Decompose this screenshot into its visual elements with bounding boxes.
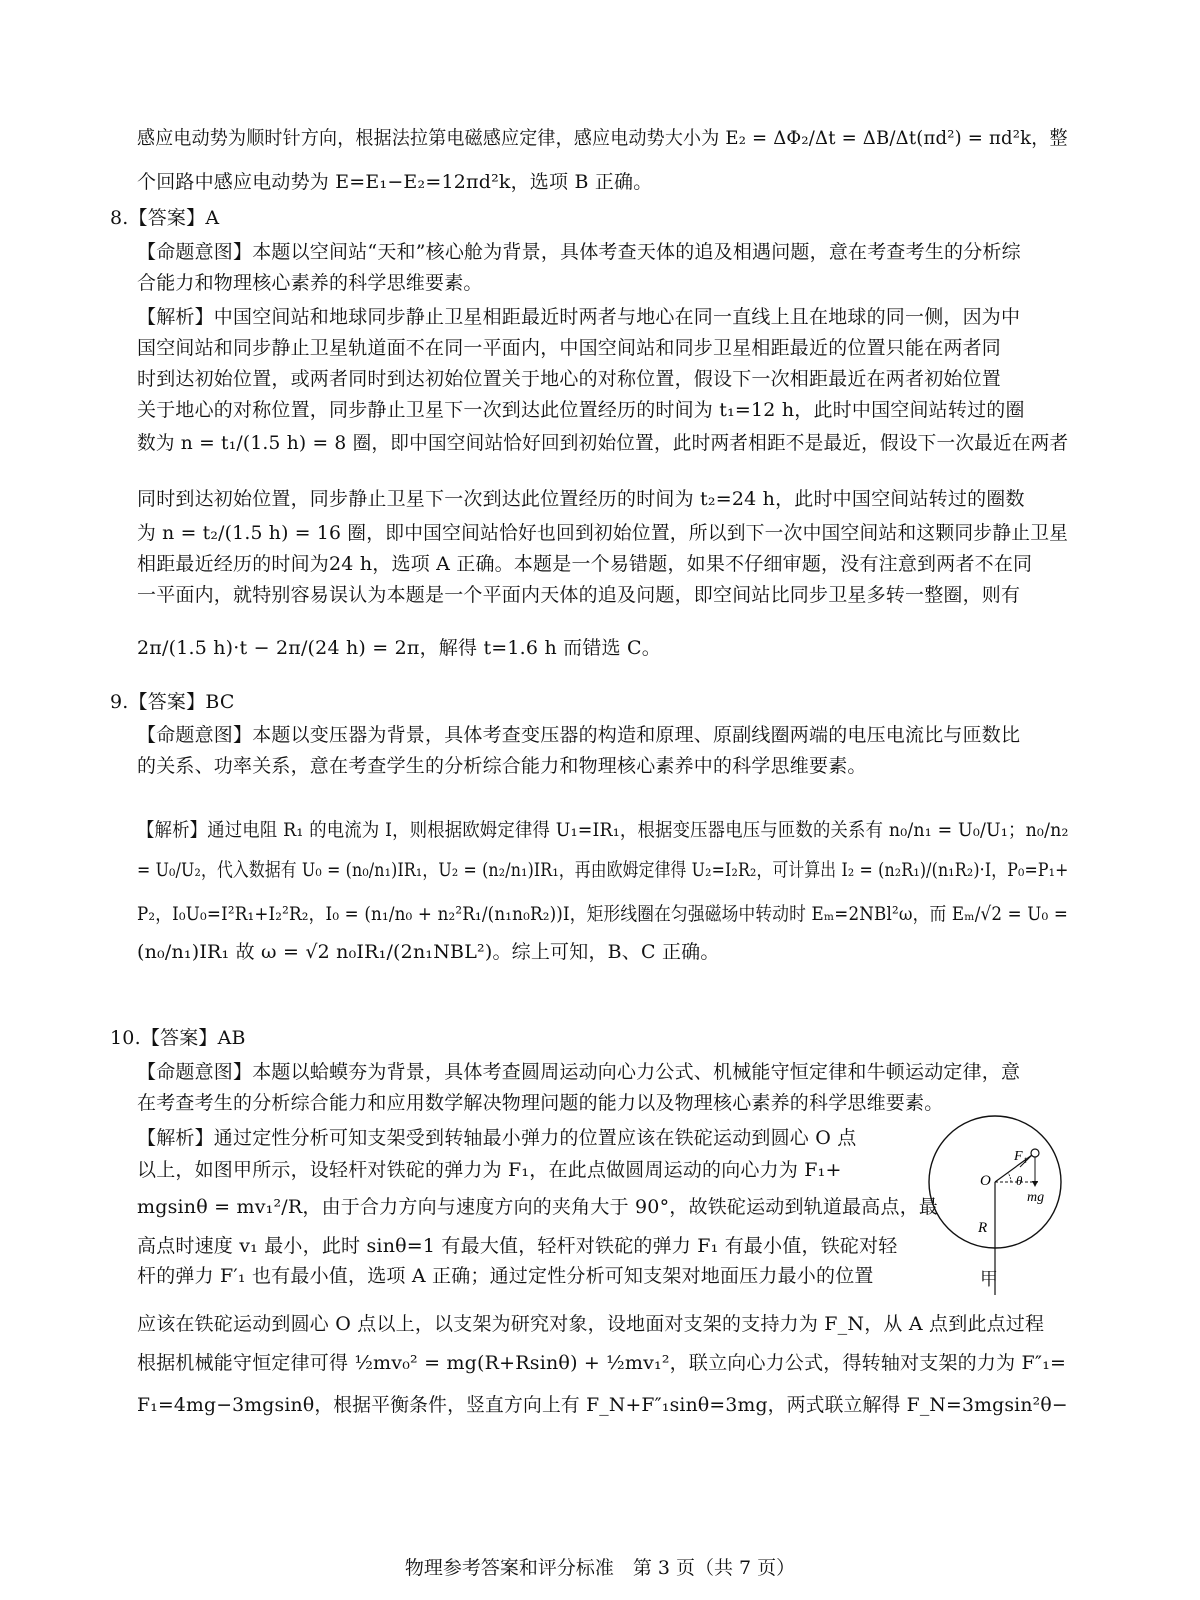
text-line: 国空间站和同步静止卫星轨道面不在同一平面内，中国空间站和同步卫星相距最近的位置只能在两者同 <box>137 337 1002 359</box>
text-line: 9.【答案】BC <box>110 691 235 713</box>
text-line: 【命题意图】本题以蛤蟆夯为背景，具体考查圆周运动向心力公式、机械能守恒定律和牛顿运动定律，意 <box>137 1061 1021 1083</box>
text-line: 一平面内，就特别容易误认为本题是一个平面内天体的追及问题，即空间站比同步卫星多转一整圈，则有 <box>137 584 1021 606</box>
label-R: R <box>978 1220 988 1236</box>
text-line: 10.【答案】AB <box>110 1027 246 1049</box>
text-line: 数为 n = t₁/(1.5 h) = 8 圈，即中国空间站恰好回到初始位置，此时两者相距不是最近，假设下一次最近在两者 <box>137 432 1069 454</box>
label-O: O <box>980 1173 991 1189</box>
text-line: 杆的弹力 F′₁ 也有最小值，选项 A 正确；通过定性分析可知支架对地面压力最小的位置 <box>137 1265 874 1287</box>
label-theta: θ <box>1016 1173 1023 1188</box>
text-line: 高点时速度 v₁ 最小，此时 sinθ=1 有最大值，轻杆对铁砣的弹力 F₁ 有最小值，铁砣对轻 <box>137 1235 898 1257</box>
text-line: 【命题意图】本题以空间站“天和”核心舱为背景，具体考查天体的追及相遇问题，意在考查考生的分析综 <box>137 241 1021 263</box>
figure-caption: 甲 <box>980 1269 998 1290</box>
text-line: (n₀/n₁)IR₁ 故 ω = √2 n₀IR₁/(2n₁NBL²)。综上可知，B、C 正确。 <box>137 941 720 963</box>
text-line: F₁=4mg−3mgsinθ，根据平衡条件，竖直方向上有 F_N+F″₁sinθ=3mg，两式联立解得 F_N=3mgsin²θ− <box>137 1394 1068 1416</box>
theta-arc <box>1008 1173 1011 1182</box>
text-line: 相距最近经历的时间为24 h，选项 A 正确。本题是一个易错题，如果不仔细审题，没有注意到两者不在同 <box>137 553 1033 575</box>
text-line: 时到达初始位置，或两者同时到达初始位置关于地心的对称位置，假设下一次相距最近在两者初始位置 <box>137 368 1002 390</box>
text-line: 应该在铁砣运动到圆心 O 点以上，以支架为研究对象，设地面对支架的支持力为 F_N，从 A 点到此点过程 <box>137 1313 1045 1335</box>
text-line: 在考查考生的分析综合能力和应用数学解决物理问题的能力以及物理核心素养的科学思维要素。 <box>137 1092 944 1114</box>
label-F1: F₁ <box>1014 1149 1028 1164</box>
text-line: 【解析】中国空间站和地球同步静止卫星相距最近时两者与地心在同一直线上且在地球的同一侧，因为中 <box>137 306 1021 328</box>
gravity-arrowhead <box>1032 1181 1038 1187</box>
text-line: 同时到达初始位置，同步静止卫星下一次到达此位置经历的时间为 t₂=24 h，此时中国空间站转过的圈数 <box>137 488 1025 510</box>
text-line: 【命题意图】本题以变压器为背景，具体考查变压器的构造和原理、原副线圈两端的电压电流比与匝数比 <box>137 724 1021 746</box>
text-line: 感应电动势为顺时针方向，根据法拉第电磁感应定律，感应电动势大小为 E₂ = ΔΦ₂/Δt = ΔB/Δt(πd²) = πd²k，整 <box>137 127 1068 149</box>
text-line: = U₀/U₂，代入数据有 U₀ = (n₀/n₁)IR₁，U₂ = (n₂/n₁)IR₁，再由欧姆定律得 U₂=I₂R₂，可计算出 I₂ = (n₂R₁)/(n₁R₂)·I，P₀=P₁+ <box>137 859 1069 881</box>
text-line: 个回路中感应电动势为 E=E₁−E₂=12πd²k，选项 B 正确。 <box>137 171 653 193</box>
text-line: 8.【答案】A <box>110 207 220 229</box>
label-mg: mg <box>1027 1190 1045 1205</box>
text-line: mgsinθ = mv₁²/R，由于合力方向与速度方向的夹角大于 90°，故铁砣运动到轨道最高点，最 <box>137 1196 939 1218</box>
text-line: 关于地心的对称位置，同步静止卫星下一次到达此位置经历的时间为 t₁=12 h，此时中国空间站转过的圈 <box>137 399 1025 421</box>
text-line: 【解析】通过电阻 R₁ 的电流为 I，则根据欧姆定律得 U₁=IR₁，根据变压器电压与匝数的关系有 n₀/n₁ = U₀/U₁；n₀/n₂ <box>137 819 1069 841</box>
figure-jia <box>928 1115 1063 1295</box>
iron-mass <box>1031 1149 1039 1157</box>
text-line: 合能力和物理核心素养的科学思维要素。 <box>137 272 483 294</box>
text-line: 2π/(1.5 h)·t − 2π/(24 h) = 2π，解得 t=1.6 h 而错选 C。 <box>137 637 661 659</box>
text-line: 以上，如图甲所示，设轻杆对铁砣的弹力为 F₁，在此点做圆周运动的向心力为 F₁+ <box>137 1159 842 1181</box>
text-line: 的关系、功率关系，意在考查学生的分析综合能力和物理核心素养中的科学思维要素。 <box>137 755 867 777</box>
text-line: 为 n = t₂/(1.5 h) = 16 圈，即中国空间站恰好也回到初始位置，所以到下一次中国空间站和这颗同步静止卫星 <box>137 522 1069 544</box>
page-footer: 物理参考答案和评分标准 第 3 页（共 7 页） <box>404 1557 796 1579</box>
text-line: P₂，I₀U₀=I²R₁+I₂²R₂，I₀ = (n₁/n₀ + n₂²R₁/(n₁n₀R₂))I，矩形线圈在匀强磁场中转动时 Eₘ=2NBl²ω，而 Eₘ/√2 = U₀ = <box>137 903 1069 925</box>
text-line: 根据机械能守恒定律可得 ½mv₀² = mg(R+Rsinθ) + ½mv₁²，联立向心力公式，得转轴对支架的力为 F″₁= <box>137 1352 1067 1374</box>
text-line: 【解析】通过定性分析可知支架受到转轴最小弹力的位置应该在铁砣运动到圆心 O 点 <box>137 1127 857 1149</box>
